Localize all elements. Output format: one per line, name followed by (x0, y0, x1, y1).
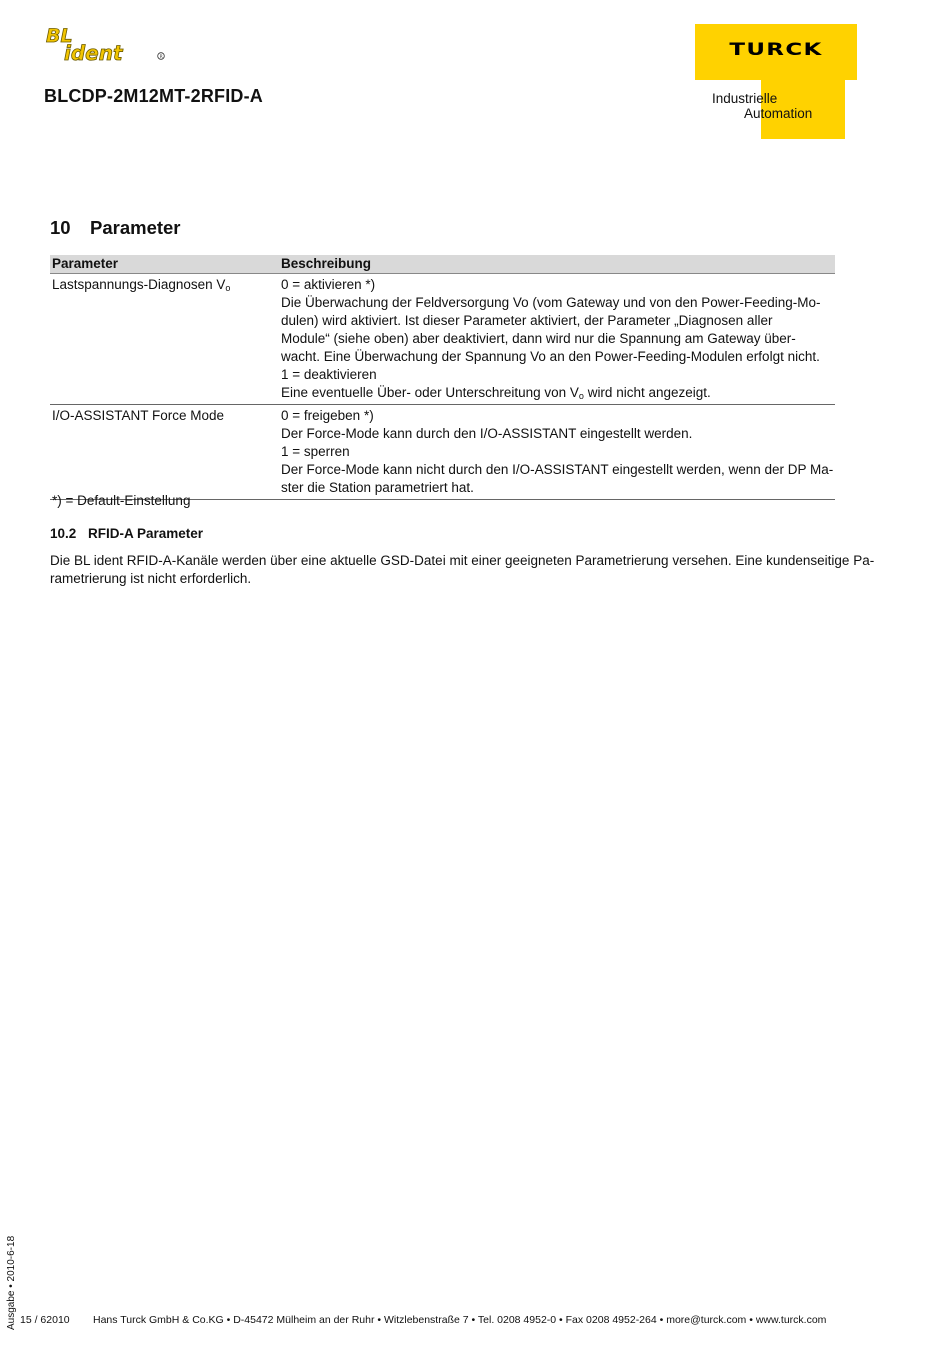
table-row (50, 274, 835, 405)
table-header-row (50, 255, 835, 274)
description-line: ster die Station parametriert hat. (281, 480, 474, 495)
logo-bl-part: BL (46, 25, 73, 47)
page-number: 15 / 62010 (20, 1314, 70, 1326)
document-title: BLCDP-2M12MT-2RFID-A (44, 86, 264, 106)
description-line: Die Überwachung der Feldversorgung Vo (vom Gateway und von den Power-Feeding-Mo- (281, 295, 821, 310)
turck-tagline-line1: Industrielle (712, 91, 778, 106)
parameter-description (281, 405, 835, 499)
parameter-name-subscript: o (225, 283, 231, 293)
description-line: 0 = aktivieren *) (281, 277, 376, 292)
body-paragraph (50, 552, 880, 588)
description-line: Der Force-Mode kann nicht durch den I/O-ASSISTANT eingestellt werden, wenn der DP Ma- (281, 462, 834, 477)
parameter-table (50, 255, 835, 500)
description-line: Der Force-Mode kann durch den I/O-ASSISTANT eingestellt werden. (281, 426, 693, 441)
subsection-number: 10.2 (50, 526, 77, 541)
table-footnote: *) = Default-Einstellung (52, 493, 191, 508)
edition-date: Ausgabe • 2010-6-18 (6, 1235, 17, 1330)
parameter-description (281, 274, 835, 404)
table-header-parameter: Parameter (52, 256, 119, 271)
section-number: 10 (50, 217, 71, 238)
section-heading (50, 217, 181, 239)
description-line: 1 = deaktivieren (281, 367, 377, 382)
turck-logo (695, 24, 857, 140)
table-header-description: Beschreibung (281, 256, 372, 271)
paragraph-line: Die BL ident RFID-A-Kanäle werden über eine aktuelle GSD-Datei mit einer geeigneten Parametrierung versehen. Eine kundenseitige Pa- (50, 553, 875, 568)
bl-ident-logo (44, 24, 174, 64)
footer-contact: Hans Turck GmbH & Co.KG • D-45472 Mülheim an der Ruhr • Witzlebenstraße 7 • Tel. 0208 4952-0 • Fax 0208 4952-264 • more@turck.com • www.turck.com (93, 1314, 827, 1326)
subsection-heading (50, 526, 203, 541)
description-line: Eine eventuelle Über- oder Unterschreitung von $V_o$ wird nicht angezeigt. (281, 385, 711, 401)
paragraph-line: rametrierung ist nicht erforderlich. (50, 571, 252, 586)
turck-wordmark: TURCK (729, 40, 823, 60)
parameter-name-text: Lastspannungs-Diagnosen V (52, 277, 226, 292)
description-line: dulen) wird aktiviert. Ist dieser Parameter aktiviert, der Parameter „Diagnosen aller (281, 313, 773, 328)
section-title: Parameter (90, 217, 181, 238)
parameter-name: I/O-ASSISTANT Force Mode (52, 408, 225, 423)
description-line: 1 = sperren (281, 444, 350, 459)
description-line: 0 = freigeben *) (281, 408, 374, 423)
logo-ident-part: ident (64, 41, 123, 64)
svg-text:R: R (159, 55, 163, 60)
table-row (50, 405, 835, 500)
description-line: Module“ (siehe oben) aber deaktiviert, dann wird nur die Spannung am Gateway über- (281, 331, 796, 346)
description-line: wacht. Eine Überwachung der Spannung Vo an den Power-Feeding-Modulen erfolgt nicht. (281, 349, 820, 364)
parameter-name (50, 274, 281, 404)
turck-tagline-line2: Automation (744, 106, 813, 121)
subsection-title: RFID-A Parameter (88, 526, 204, 541)
